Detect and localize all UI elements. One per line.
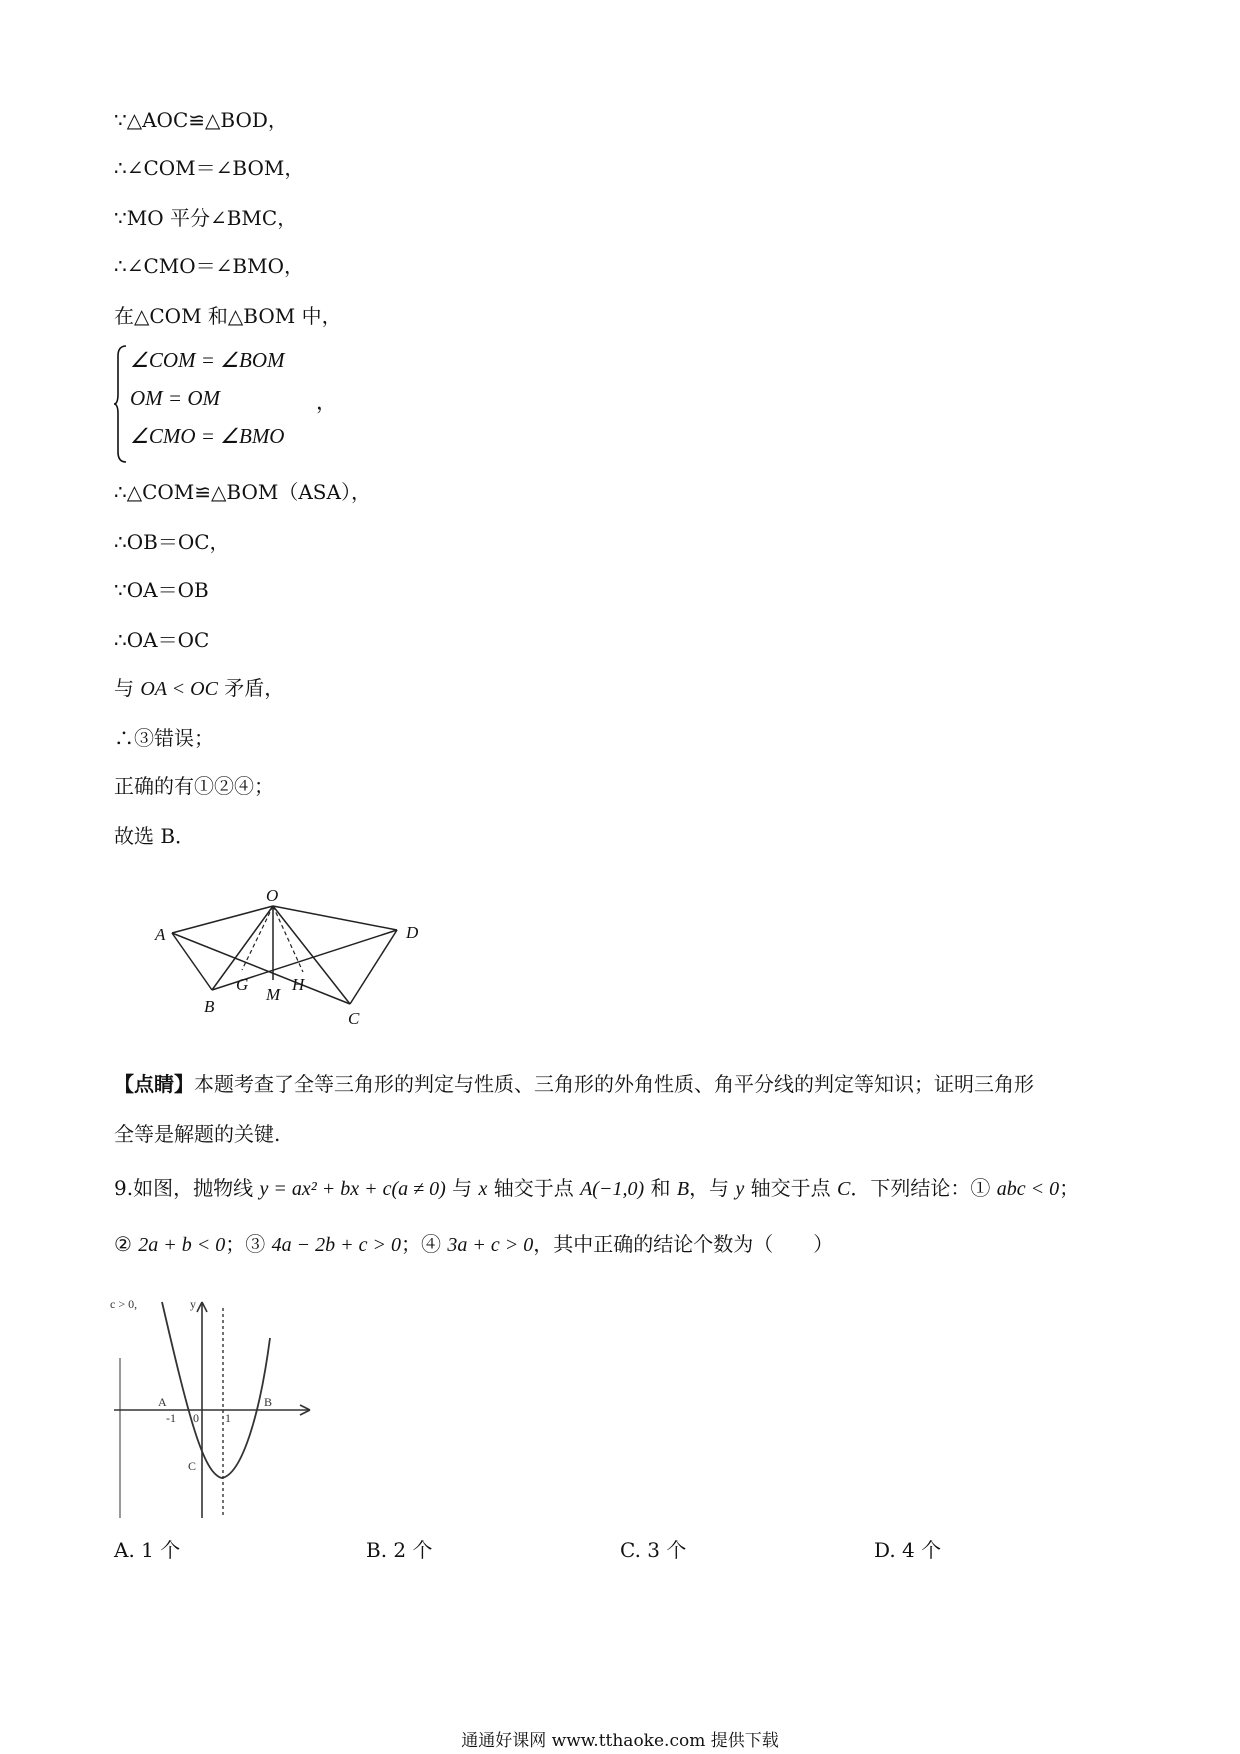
question-line-2	[114, 1230, 833, 1259]
comment-text-1: 本题考查了全等三角形的判定与性质、三角形的外角性质、角平分线的判定等知识；证明三角形	[194, 1072, 1034, 1096]
q-text-f: 轴交于点	[744, 1176, 838, 1200]
q-text-e: ，与	[689, 1176, 736, 1200]
equation-system	[114, 344, 354, 464]
contradiction-pre: 与	[114, 676, 141, 700]
left-brace-icon	[114, 344, 128, 464]
parabola-curve	[162, 1302, 273, 1478]
contradiction-math: OA < OC	[140, 678, 218, 700]
label-A2: A	[158, 1395, 167, 1409]
q-math-parabola: y = ax² + bx + c(a ≠ 0)	[259, 1178, 446, 1200]
label-B: B	[204, 997, 215, 1016]
option-d: D. 4 个	[874, 1538, 942, 1562]
q2-text-d: ，其中正确的结论个数为（ ）	[533, 1232, 834, 1256]
solution-line-1: ∵△AOC≌△BOD，	[114, 108, 288, 132]
q2-math-2: 4a − 2b + c > 0	[271, 1234, 402, 1256]
solution-line-5: 在△COM 和△BOM 中，	[114, 304, 342, 328]
q-math-B: B	[676, 1178, 690, 1200]
label-G: G	[236, 975, 249, 994]
segment-DC	[350, 930, 397, 1004]
label-M: M	[266, 985, 281, 1004]
q-math-x: x	[478, 1178, 488, 1200]
q2-math-1: 2a + b < 0	[138, 1234, 226, 1256]
corner-label: c > 0,	[110, 1297, 138, 1311]
tick-one: 1	[225, 1411, 231, 1425]
q2-text-a: ②	[114, 1232, 139, 1256]
q-math-pointA: A(−1,0)	[580, 1178, 645, 1200]
comment-line-2: 全等是解题的关键.	[114, 1122, 281, 1146]
segment-OD	[273, 906, 397, 930]
q-text-a: 9.如图，抛物线	[114, 1176, 260, 1200]
conclusion-line-3: 故选 B．	[114, 824, 196, 848]
q-math-y: y	[735, 1178, 745, 1200]
q-text-c: 轴交于点	[487, 1176, 581, 1200]
after-line-1: ∴△COM≌△BOM（ASA），	[114, 480, 371, 504]
label-A: A	[155, 925, 166, 944]
label-C: C	[348, 1009, 360, 1028]
option-c: C. 3 个	[620, 1538, 687, 1562]
segment-AC	[172, 933, 350, 1004]
q-text-d: 和	[644, 1176, 677, 1200]
contradiction-line	[114, 674, 284, 703]
label-D: D	[406, 923, 419, 942]
after-line-2: ∴OB＝OC，	[114, 530, 230, 554]
option-b: B. 2 个	[366, 1538, 433, 1562]
after-line-3: ∵OA＝OB	[114, 578, 209, 602]
option-a: A. 1 个	[114, 1538, 181, 1562]
parabola-figure	[108, 1294, 318, 1526]
q-math-abc: abc < 0	[996, 1178, 1060, 1200]
conclusion-line-1: ∴③错误；	[114, 726, 214, 750]
segment-AO	[172, 906, 273, 933]
system-trailing-comma: ，	[316, 390, 337, 414]
system-eq-2: OM = OM	[130, 386, 220, 410]
question-line-1	[114, 1174, 1079, 1203]
footer-credit: 通通好课网 www.tthaoke.com 提供下载	[461, 1731, 779, 1751]
comment-line-1	[114, 1070, 1034, 1098]
solution-line-3: ∵MO 平分∠BMC，	[114, 206, 298, 230]
q2-text-b: ；③	[225, 1232, 272, 1256]
label-O: O	[266, 888, 279, 905]
tick-zero: 0	[193, 1411, 199, 1425]
q-text-h: ；	[1059, 1176, 1080, 1200]
label-C2: C	[188, 1459, 197, 1473]
y-label: y	[190, 1297, 196, 1311]
label-B2: B	[264, 1395, 273, 1409]
q-text-b: 与	[445, 1176, 479, 1200]
solution-line-4: ∴∠CMO＝∠BMO，	[114, 254, 304, 278]
geometry-figure	[150, 888, 440, 1028]
q2-math-3: 3a + c > 0	[447, 1234, 534, 1256]
after-line-4: ∴OA＝OC	[114, 628, 210, 652]
q-math-C: C	[837, 1178, 851, 1200]
system-eq-1: ∠COM = ∠BOM	[130, 348, 285, 372]
label-H: H	[292, 975, 305, 994]
solution-line-2: ∴∠COM＝∠BOM，	[114, 156, 305, 180]
conclusion-line-2: 正确的有①②④；	[114, 774, 274, 798]
comment-tag: 【点睛】	[114, 1072, 194, 1096]
q-text-g: ．下列结论：①	[850, 1176, 997, 1200]
tick-neg1: -1	[166, 1411, 176, 1425]
q2-text-c: ；④	[401, 1232, 448, 1256]
contradiction-post: 矛盾，	[217, 676, 285, 700]
system-eq-3: ∠CMO = ∠BMO	[130, 424, 285, 448]
segment-OG	[242, 906, 273, 970]
